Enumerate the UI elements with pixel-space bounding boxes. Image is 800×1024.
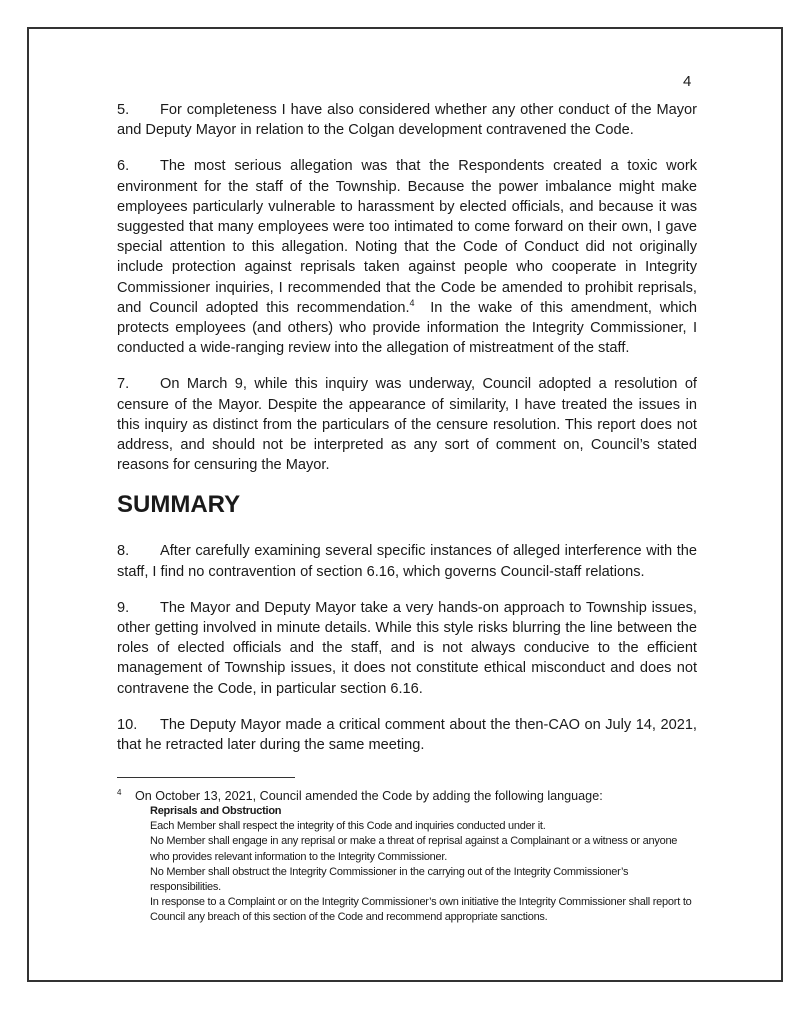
footnote-line: Each Member shall respect the integrity of this Code and inquiries conducted under it. xyxy=(150,820,546,833)
paragraph-text-continued: In the wake of this amendment, which protects employees (and others) who provide information the Integrity Commissioner, I conducted a wide-ranging review into the allegation of mistreatment of the staff. xyxy=(117,299,702,357)
paragraph-text: The Mayor and Deputy Mayor take a very hands-on approach to Township issues, other getting involved in minute details. While this style risks blurring the line between the roles of elected officials and the staff, and is not always conducive to the efficient management of Township issues, it does not constitute ethical misconduct and does not contravene the Code, in particular section 6.16. xyxy=(117,599,697,697)
document-body xyxy=(117,100,702,771)
footnote-intro-line: 4 On October 13, 2021, Council amended the Code by adding the following language: xyxy=(117,787,603,803)
paragraph-number: 7. xyxy=(117,376,130,393)
footnote-line: No Member shall engage in any reprisal or make a threat of reprisal against a Complainant or a witness or anyone who provides relevant information to the Integrity Commissioner. xyxy=(150,835,678,863)
paragraph-7 xyxy=(117,374,697,475)
paragraph-8 xyxy=(117,541,697,581)
paragraph-number: 9. xyxy=(117,599,130,616)
paragraph-text: The most serious allegation was that the Respondents created a toxic work environment for the staff of the Township. Because the power imbalance might make employees particularly vulnerable to harassment by elected officials, and because it was suggested that many employees were too intimated to come forward on their own, I gave special attention to this allegation. Noting that the Code of Conduct did not originally include protection against reprisals taken against people who cooperate in Integrity Commissioner inquiries, I recommended that the Code be amended to prohibit reprisals, and Council adopted this recommendation. xyxy=(117,158,697,316)
paragraph-number: 8. xyxy=(117,543,130,560)
footnote-line: No Member shall obstruct the Integrity Commissioner in the carrying out of the Integrity Commissioner’s responsibilities. xyxy=(150,865,629,894)
paragraph-10 xyxy=(117,715,697,755)
footnote-separator xyxy=(117,777,295,778)
paragraph-text: For completeness I have also considered whether any other conduct of the Mayor and Deputy Mayor in relation to the Colgan development contravened the Code. xyxy=(117,102,697,139)
paragraph-text: The Deputy Mayor made a critical comment about the then-CAO on July 14, 2021, that he retracted later during the same meeting. xyxy=(117,716,697,754)
section-heading-summary: SUMMARY xyxy=(117,491,241,519)
footnote-intro: On October 13, 2021, Council amended the Code by adding the following language: xyxy=(135,789,603,803)
paragraph-text: After carefully examining several specific instances of alleged interference with the staff, I find no contravention of section 6.16, which governs Council-staff relations. xyxy=(117,543,697,580)
paragraph-9 xyxy=(117,598,697,699)
paragraph-6 xyxy=(117,156,702,358)
footnote-4 xyxy=(117,789,697,926)
paragraph-number: 10. xyxy=(117,716,138,733)
footnote-reference[interactable]: 4 xyxy=(409,297,415,308)
paragraph-5 xyxy=(117,100,697,140)
footnote-quoted-text xyxy=(117,804,697,926)
paragraph-number: 5. xyxy=(117,102,130,118)
footnote-line: In response to a Complaint or on the Integrity Commissioner’s own initiative the Integrity Commissioner shall report to Council any breach of this section of the Code and recommend appropriate sanctions. xyxy=(150,896,692,924)
paragraph-text: On March 9, while this inquiry was underway, Council adopted a resolution of censure of the Mayor. Despite the appearance of similarity, I have treated the issues in this inquiry as distinct from the particulars of the censure resolution. This report does not address, and should not be interpreted as any sort of comment on, Council’s stated reasons for censuring the Mayor. xyxy=(117,376,697,474)
paragraph-number: 6. xyxy=(117,158,130,175)
footnote-title: Reprisals and Obstruction xyxy=(150,805,282,817)
page-number: 4 xyxy=(683,73,692,90)
